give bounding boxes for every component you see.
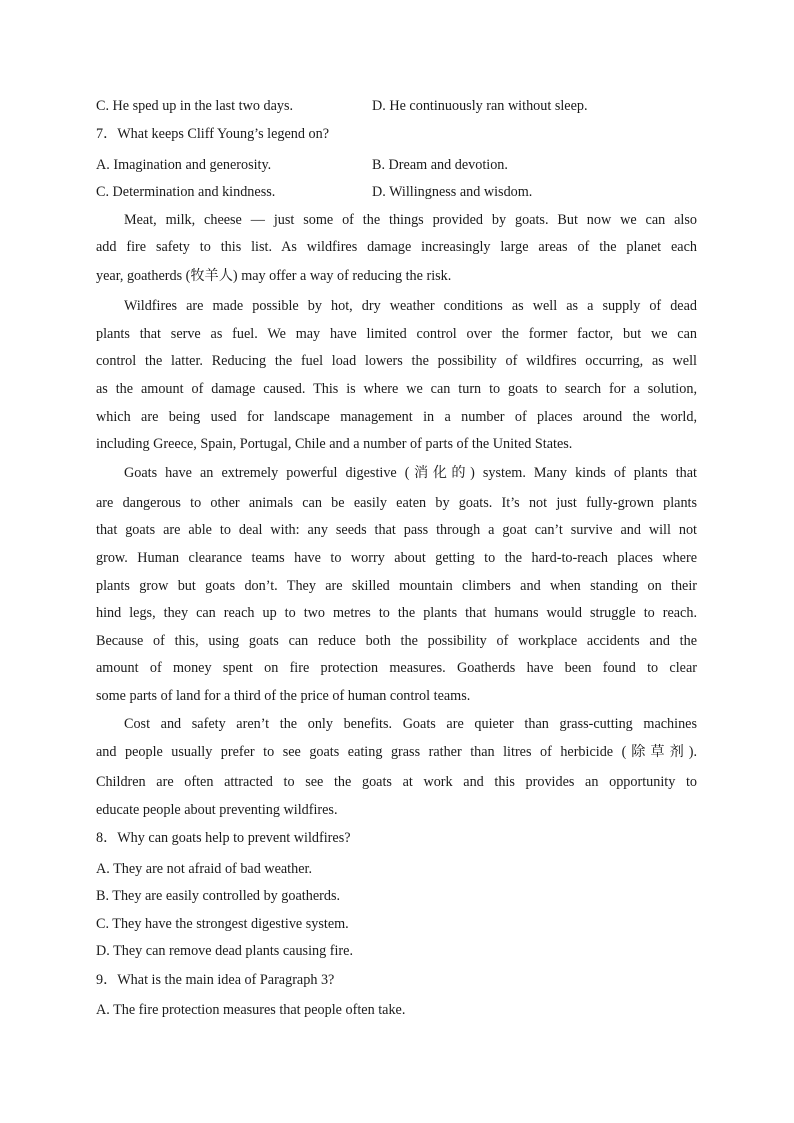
passage-p4-line: and people usually prefer to see goats eating grass rather than litres of herbicide (除草剂).	[96, 744, 697, 760]
passage-p3-line: Goats have an extremely powerful digestive (消化的) system. Many kinds of plants that	[124, 465, 697, 481]
passage-p2-line: Wildfires are made possible by hot, dry weather conditions as well as a supply of dead	[124, 298, 697, 314]
q8-option-a: A. They are not afraid of bad weather.	[96, 861, 313, 877]
passage-p3-line: amount of money spent on fire protection measures. Goatherds have been found to clear	[96, 660, 697, 676]
q8-option-b: B. They are easily controlled by goatherds.	[96, 888, 341, 904]
q8-option-c: C. They have the strongest digestive system.	[96, 916, 349, 932]
passage-p3-line: grow. Human clearance teams have to worry about getting to the hard-to-reach places where	[96, 550, 697, 566]
passage-p4-line: educate people about preventing wildfires.	[96, 802, 338, 818]
q8-stem: 8．Why can goats help to prevent wildfires?	[96, 830, 351, 846]
q7-option-a: A. Imagination and generosity.	[96, 157, 272, 173]
prev-option-c: C. He sped up in the last two days.	[96, 98, 294, 114]
passage-p2-line: which are being used for landscape management in a number of places around the world,	[96, 409, 697, 425]
passage-p1-line: year, goatherds (牧羊人) may offer a way of reducing the risk.	[96, 268, 452, 284]
q7-option-c: C. Determination and kindness.	[96, 184, 276, 200]
passage-p4-line: Children are often attracted to see the goats at work and this provides an opportunity to	[96, 774, 697, 790]
passage-p3-line: plants grow but goats don’t. They are skilled mountain climbers and when standing on their	[96, 578, 697, 594]
q7-option-b: B. Dream and devotion.	[372, 157, 508, 173]
passage-p2-line: control the latter. Reducing the fuel load lowers the possibility of wildfires occurring, as well	[96, 353, 697, 369]
q9-option-a: A. The fire protection measures that people often take.	[96, 1002, 406, 1018]
q9-stem: 9．What is the main idea of Paragraph 3?	[96, 972, 335, 988]
q8-option-d: D. They can remove dead plants causing fire.	[96, 943, 353, 959]
passage-p3-line: hind legs, they can reach up to two metres to the plants that humans would struggle to reach.	[96, 605, 697, 621]
passage-p1-line: Meat, milk, cheese — just some of the things provided by goats. But now we can also	[124, 212, 697, 228]
passage-p3-line: some parts of land for a third of the price of human control teams.	[96, 688, 471, 704]
passage-p3-line: that goats are able to deal with: any seeds that pass through a goat can’t survive and will not	[96, 522, 697, 538]
passage-p3-line: are dangerous to other animals can be easily eaten by goats. It’s not just fully-grown plants	[96, 495, 697, 511]
q7-stem: 7．What keeps Cliff Young’s legend on?	[96, 126, 330, 142]
passage-p3-line: Because of this, using goats can reduce both the possibility of workplace accidents and the	[96, 633, 697, 649]
passage-p2-line: plants that serve as fuel. We may have limited control over the former factor, but we can	[96, 326, 697, 342]
passage-p2-line: as the amount of damage caused. This is where we can turn to goats to search for a solution,	[96, 381, 697, 397]
passage-p4-line: Cost and safety aren’t the only benefits. Goats are quieter than grass-cutting machines	[124, 716, 697, 732]
q7-option-d: D. Willingness and wisdom.	[372, 184, 533, 200]
passage-p2-line: including Greece, Spain, Portugal, Chile and a number of parts of the United States.	[96, 436, 573, 452]
prev-option-d: D. He continuously ran without sleep.	[372, 98, 588, 114]
passage-p1-line: add fire safety to this list. As wildfires damage increasingly large areas of the planet each	[96, 239, 697, 255]
